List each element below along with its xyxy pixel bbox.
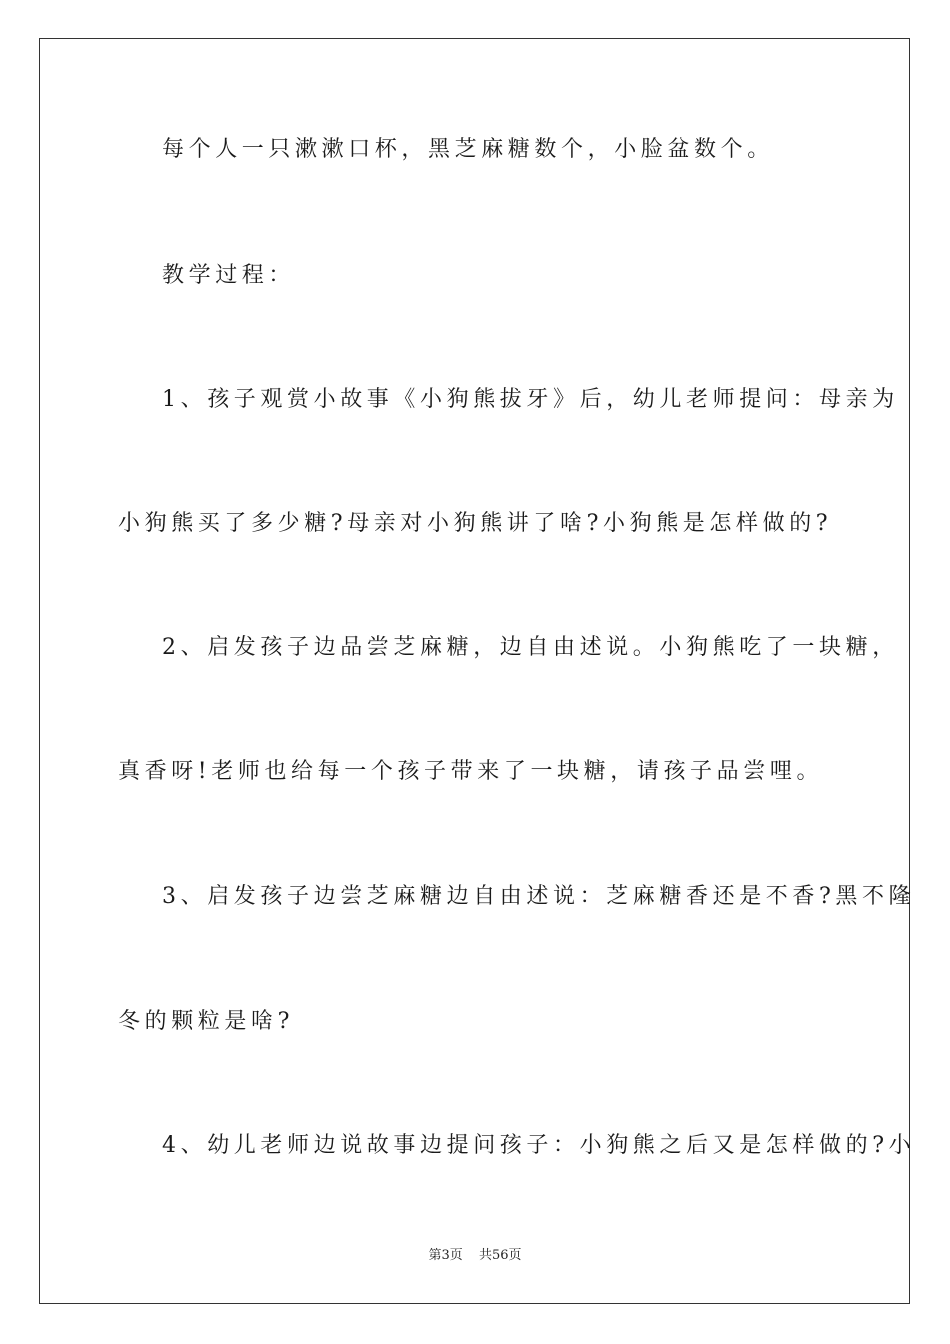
page-footer — [0, 1247, 950, 1265]
text-line-materials: 每个人一只漱漱口杯，黑芝麻糖数个，小脸盆数个。 — [162, 137, 774, 162]
page-total: 共56页 — [478, 1248, 522, 1263]
text-line-step4-a: 4、幼儿老师边说故事边提问孩子：小狗熊之后又是怎样做的?小 — [162, 1133, 916, 1158]
page-border — [39, 38, 910, 1304]
text-line-step3-a: 3、启发孩子边尝芝麻糖边自由述说：芝麻糖香还是不香?黑不隆 — [162, 884, 916, 909]
text-line-step2-b: 真香呀!老师也给每一个孩子带来了一块糖，请孩子品尝哩。 — [118, 759, 824, 784]
page-number: 第3页 — [428, 1248, 463, 1263]
text-line-step1-a: 1、孩子观赏小故事《小狗熊拔牙》后，幼儿老师提问：母亲为 — [162, 387, 899, 412]
text-line-step1-b: 小狗熊买了多少糖?母亲对小狗熊讲了啥?小狗熊是怎样做的? — [118, 511, 833, 536]
text-line-step3-b: 冬的颗粒是啥? — [118, 1009, 294, 1034]
text-line-step2-a: 2、启发孩子边品尝芝麻糖，边自由述说。小狗熊吃了一块糖， — [162, 635, 899, 660]
text-line-process-heading: 教学过程： — [162, 263, 296, 288]
